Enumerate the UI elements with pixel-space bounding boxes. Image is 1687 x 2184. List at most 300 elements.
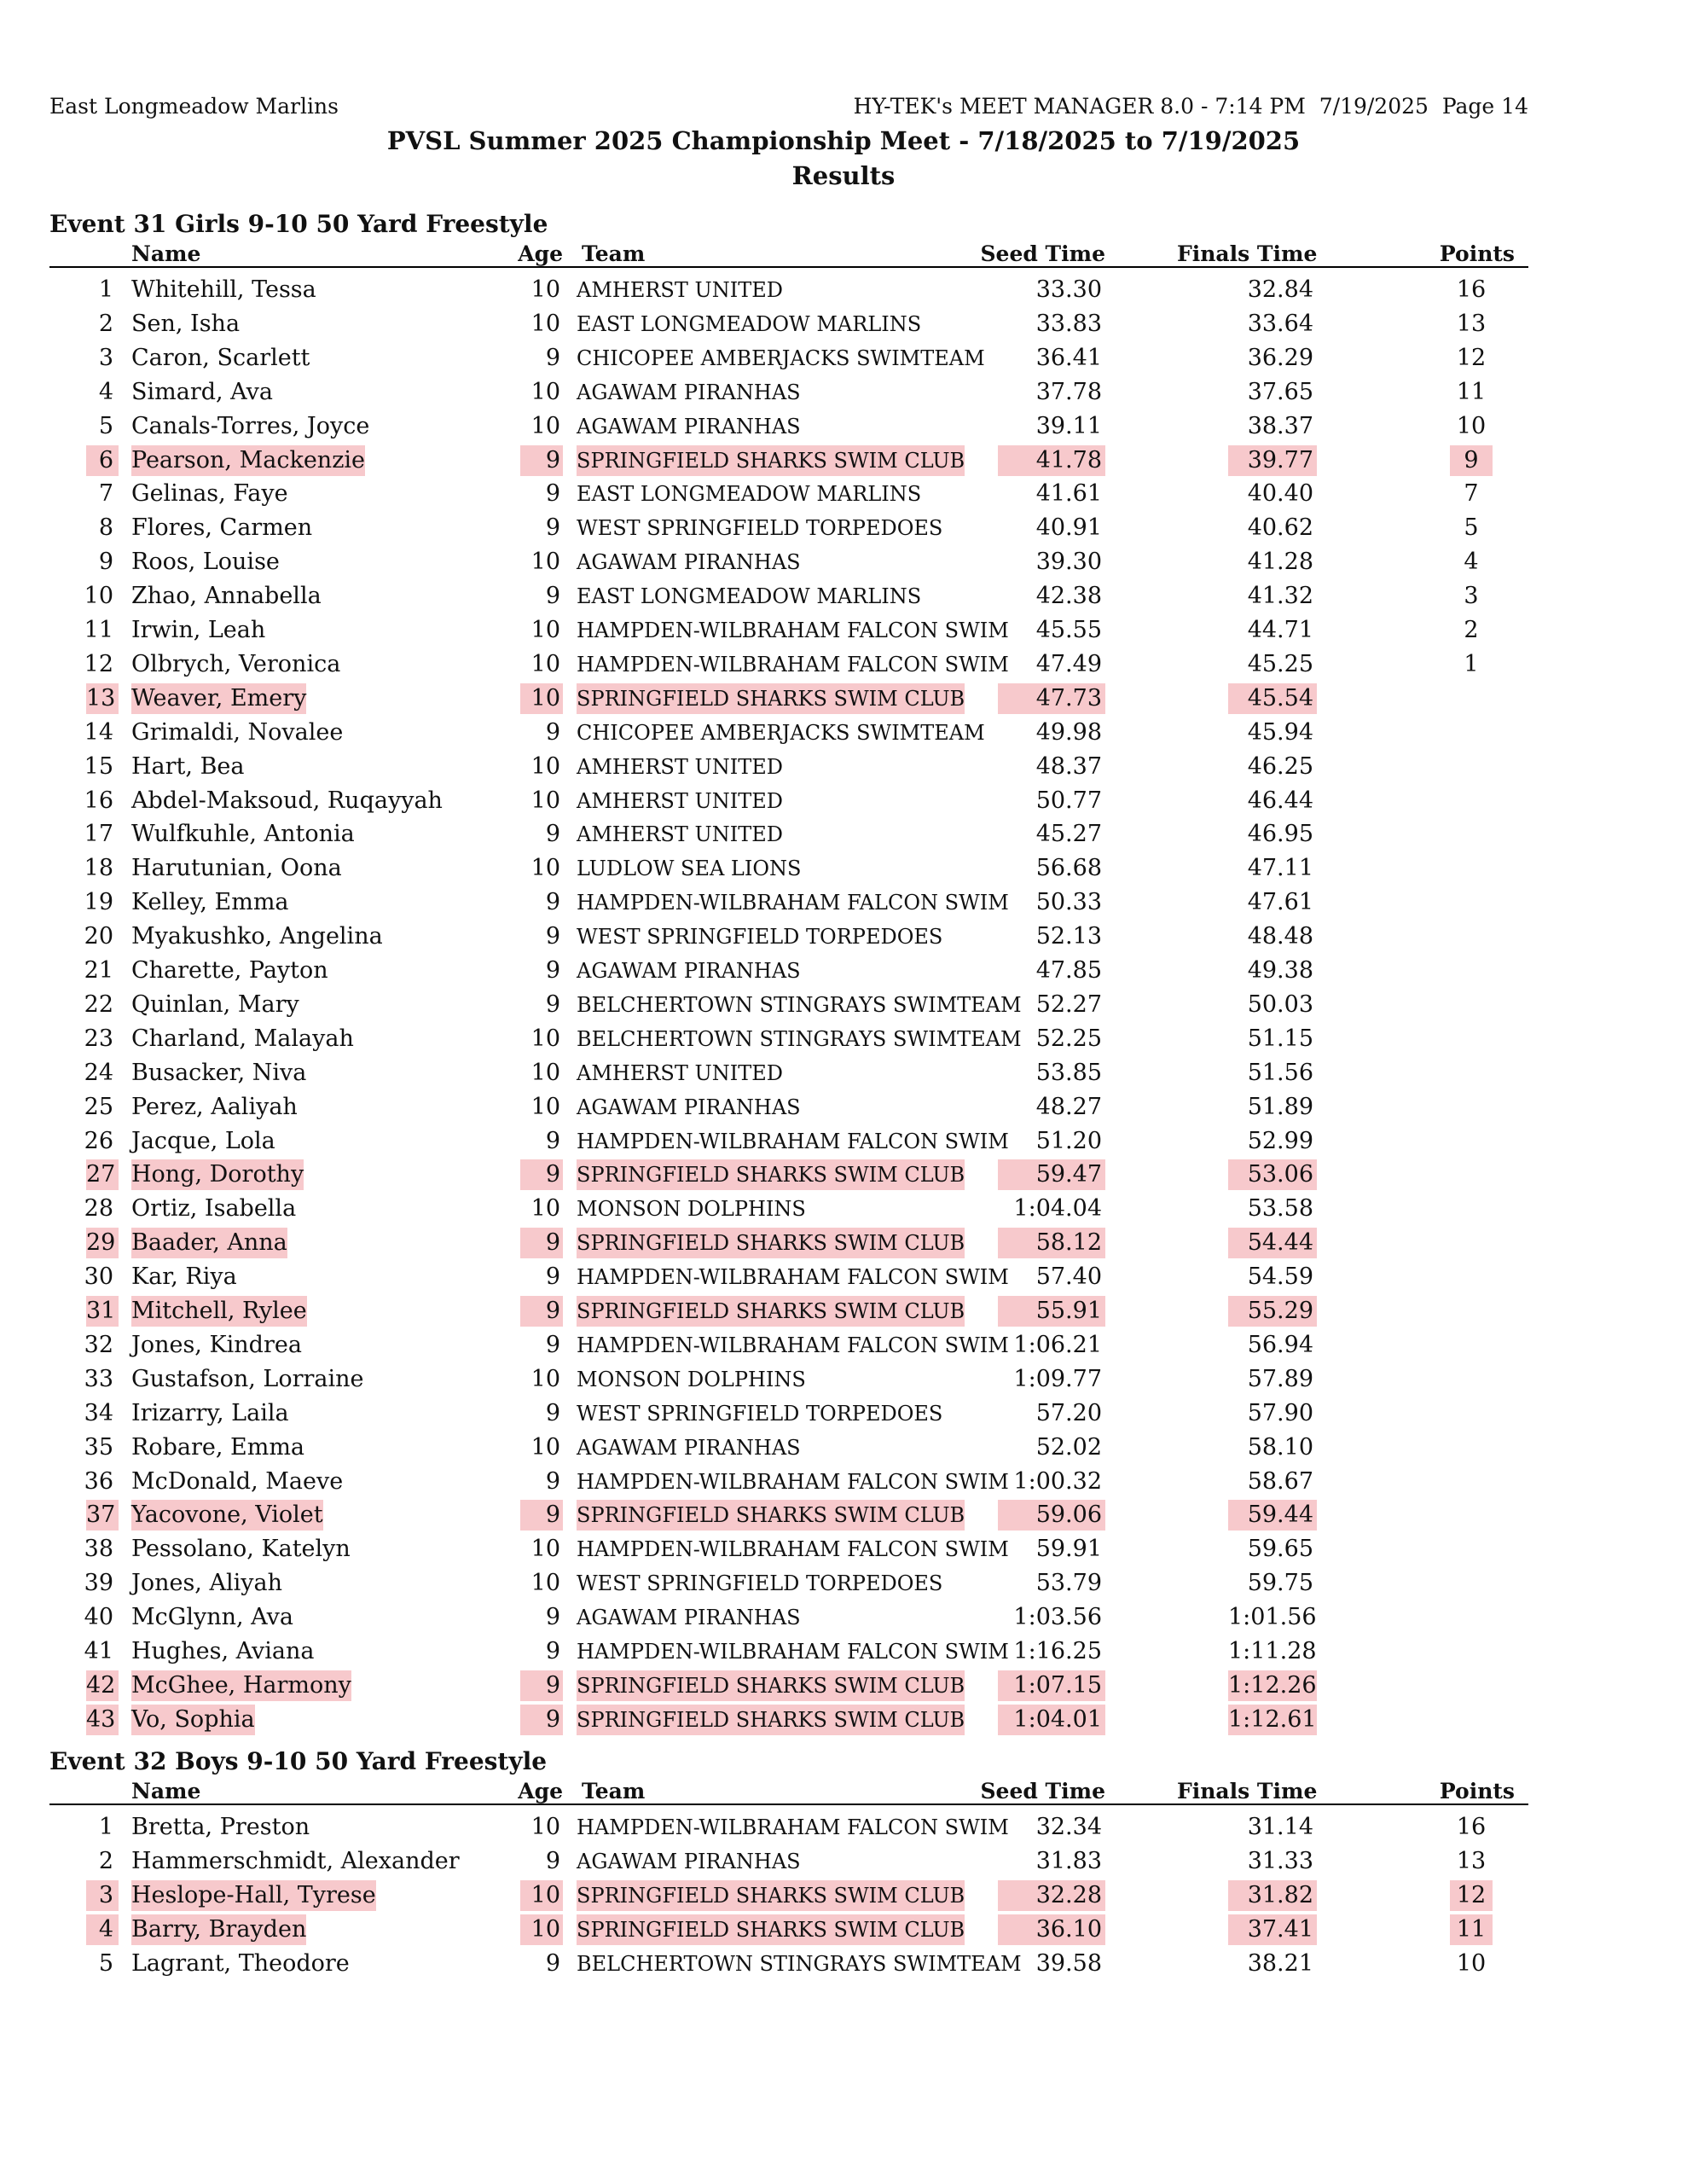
cell-team: AMHERST UNITED	[577, 788, 783, 813]
cell-place: 39	[84, 1570, 113, 1597]
column-header-finals: Finals Time	[1177, 1779, 1318, 1804]
result-row	[0, 1500, 1687, 1532]
cell-points: 13	[1456, 310, 1487, 337]
result-row	[0, 377, 1687, 410]
cell-team: EAST LONGMEADOW MARLINS	[577, 311, 922, 336]
cell-name: Wulfkuhle, Antonia	[131, 821, 355, 848]
cell-points: 12	[1450, 1880, 1493, 1911]
cell-finals: 38.21	[1247, 1949, 1313, 1977]
cell-place: 30	[84, 1263, 113, 1291]
result-row	[0, 717, 1687, 750]
column-header-age: Age	[518, 241, 563, 266]
cell-name: Jacque, Lola	[131, 1127, 275, 1154]
cell-seed: 1:04.01	[998, 1705, 1105, 1735]
cell-points: 11	[1450, 1914, 1493, 1945]
cell-finals: 41.28	[1247, 549, 1313, 576]
cell-finals: 40.62	[1247, 514, 1313, 542]
column-header-finals: Finals Time	[1177, 241, 1318, 266]
cell-place: 24	[84, 1059, 113, 1086]
cell-team: WEST SPRINGFIELD TORPEDOES	[577, 1401, 943, 1426]
cell-age: 10	[520, 1914, 563, 1945]
result-row	[0, 752, 1687, 784]
cell-age: 9	[545, 1263, 560, 1291]
result-row	[0, 1126, 1687, 1159]
cell-team: AGAWAM PIRANHAS	[577, 959, 801, 983]
result-row	[0, 921, 1687, 954]
cell-place: 28	[84, 1195, 113, 1223]
cell-name: Quinlan, Mary	[131, 990, 299, 1018]
cell-team: AGAWAM PIRANHAS	[577, 1849, 801, 1873]
cell-place: 5	[98, 1949, 113, 1977]
cell-team: BELCHERTOWN STINGRAYS SWIMTEAM	[577, 1026, 1022, 1051]
cell-team: HAMPDEN-WILBRAHAM FALCON SWIM	[577, 1640, 1009, 1664]
cell-place: 16	[84, 787, 113, 814]
cell-age: 9	[520, 445, 563, 476]
cell-place: 23	[84, 1025, 113, 1052]
cell-name: Grimaldi, Novalee	[131, 718, 344, 746]
cell-points: 1	[1464, 650, 1479, 677]
result-row	[0, 581, 1687, 613]
cell-place: 9	[98, 549, 113, 576]
cell-age: 9	[545, 1638, 560, 1664]
cell-finals: 1:01.56	[1228, 1604, 1317, 1631]
cell-team: SPRINGFIELD SHARKS SWIM CLUB	[577, 1500, 965, 1531]
cell-points: 3	[1464, 583, 1479, 610]
result-row	[0, 887, 1687, 920]
result-row	[0, 1058, 1687, 1090]
cell-name: Hammerschmidt, Alexander	[131, 1847, 460, 1874]
cell-seed: 52.13	[1035, 923, 1102, 950]
cell-points: 7	[1464, 480, 1479, 508]
cell-seed: 41.61	[1035, 480, 1102, 508]
cell-name: Hughes, Aviana	[131, 1638, 315, 1664]
cell-finals: 59.65	[1247, 1536, 1313, 1563]
cell-age: 10	[530, 752, 560, 780]
cell-name: McGlynn, Ava	[131, 1604, 293, 1631]
cell-finals: 55.29	[1228, 1296, 1317, 1327]
cell-age: 9	[545, 344, 560, 371]
cell-finals: 46.44	[1247, 787, 1313, 814]
cell-team: AGAWAM PIRANHAS	[577, 1435, 801, 1460]
cell-age: 10	[530, 1814, 560, 1840]
event-title: Event 31 Girls 9-10 50 Yard Freestyle	[49, 210, 548, 238]
cell-points: 10	[1456, 1949, 1487, 1977]
cell-name: Zhao, Annabella	[131, 583, 322, 610]
cell-seed: 47.73	[998, 683, 1105, 714]
cell-points: 5	[1464, 514, 1479, 542]
column-header-team: Team	[582, 241, 646, 266]
cell-age: 9	[520, 1296, 563, 1327]
cell-place: 1	[98, 1814, 113, 1840]
cell-age: 9	[545, 583, 560, 610]
result-row	[0, 1432, 1687, 1465]
cell-name: Canals-Torres, Joyce	[131, 412, 370, 439]
cell-name: Bretta, Preston	[131, 1814, 310, 1840]
cell-finals: 32.84	[1247, 276, 1313, 303]
cell-age: 9	[545, 1399, 560, 1426]
cell-team: HAMPDEN-WILBRAHAM FALCON SWIM	[577, 1815, 1009, 1839]
cell-team: EAST LONGMEADOW MARLINS	[577, 482, 922, 507]
cell-team: HAMPDEN-WILBRAHAM FALCON SWIM	[577, 1129, 1009, 1153]
cell-finals: 58.10	[1247, 1433, 1313, 1461]
cell-team: HAMPDEN-WILBRAHAM FALCON SWIM	[577, 1333, 1009, 1357]
cell-age: 10	[530, 549, 560, 576]
cell-age: 9	[545, 514, 560, 542]
cell-age: 9	[545, 821, 560, 848]
cell-finals: 54.59	[1247, 1263, 1313, 1291]
cell-team: AGAWAM PIRANHAS	[577, 1606, 801, 1630]
cell-age: 9	[520, 1159, 563, 1190]
cell-seed: 40.91	[1035, 514, 1102, 542]
cell-place: 4	[86, 1914, 119, 1945]
cell-place: 11	[84, 617, 113, 643]
cell-age: 9	[545, 957, 560, 984]
cell-name: Lagrant, Theodore	[131, 1949, 350, 1977]
cell-age: 9	[545, 1847, 560, 1874]
cell-finals: 31.33	[1247, 1847, 1313, 1874]
cell-finals: 45.54	[1228, 683, 1317, 714]
cell-place: 37	[86, 1500, 119, 1531]
cell-name: Ortiz, Isabella	[131, 1195, 297, 1223]
cell-team: WEST SPRINGFIELD TORPEDOES	[577, 1571, 943, 1596]
column-header-age: Age	[518, 1779, 563, 1804]
cell-name: Abdel-Maksoud, Ruqayyah	[131, 787, 443, 814]
cell-seed: 32.28	[998, 1880, 1105, 1911]
cell-name: Gustafson, Lorraine	[131, 1365, 364, 1392]
cell-name: Sen, Isha	[131, 310, 241, 337]
cell-team: AMHERST UNITED	[577, 1060, 783, 1085]
cell-seed: 31.83	[1035, 1847, 1102, 1874]
header-rule	[49, 266, 1528, 268]
result-row	[0, 1534, 1687, 1566]
cell-team: AGAWAM PIRANHAS	[577, 550, 801, 575]
cell-name: Jones, Aliyah	[131, 1570, 282, 1597]
cell-name: Kar, Riya	[131, 1263, 237, 1291]
cell-name: Charland, Malayah	[131, 1025, 354, 1052]
cell-team: BELCHERTOWN STINGRAYS SWIMTEAM	[577, 992, 1022, 1017]
cell-place: 27	[86, 1159, 119, 1190]
meet-title: PVSL Summer 2025 Championship Meet - 7/18/2025 to 7/19/2025	[386, 126, 1301, 155]
cell-age: 9	[520, 1228, 563, 1258]
result-row	[0, 683, 1687, 716]
cell-name: Caron, Scarlett	[131, 344, 310, 371]
result-row	[0, 343, 1687, 375]
cell-age: 10	[530, 310, 560, 337]
header-rule	[49, 1804, 1528, 1805]
cell-name: Jones, Kindrea	[131, 1331, 302, 1358]
cell-team: BELCHERTOWN STINGRAYS SWIMTEAM	[577, 1951, 1022, 1976]
cell-seed: 1:03.56	[1013, 1604, 1102, 1631]
header-team-name: East Longmeadow Marlins	[49, 94, 339, 119]
cell-age: 10	[530, 1433, 560, 1461]
cell-seed: 59.06	[998, 1500, 1105, 1531]
cell-points: 4	[1464, 549, 1479, 576]
cell-place: 40	[84, 1604, 113, 1631]
result-row	[0, 786, 1687, 818]
cell-name: Vo, Sophia	[131, 1705, 255, 1735]
cell-age: 10	[530, 412, 560, 439]
cell-place: 17	[84, 821, 113, 848]
cell-age: 10	[530, 276, 560, 303]
cell-seed: 36.41	[1035, 344, 1102, 371]
cell-name: Pearson, Mackenzie	[131, 445, 365, 476]
cell-age: 9	[545, 480, 560, 508]
result-row	[0, 1568, 1687, 1600]
cell-seed: 50.77	[1035, 787, 1102, 814]
cell-team: SPRINGFIELD SHARKS SWIM CLUB	[577, 445, 965, 476]
cell-place: 38	[84, 1536, 113, 1563]
cell-name: Myakushko, Angelina	[131, 923, 383, 950]
event-title: Event 32 Boys 9-10 50 Yard Freestyle	[49, 1747, 548, 1775]
cell-team: HAMPDEN-WILBRAHAM FALCON SWIM	[577, 652, 1009, 677]
cell-seed: 33.30	[1035, 276, 1102, 303]
cell-place: 26	[84, 1127, 113, 1154]
cell-age: 9	[545, 718, 560, 746]
cell-team: CHICOPEE AMBERJACKS SWIMTEAM	[577, 720, 985, 745]
cell-team: WEST SPRINGFIELD TORPEDOES	[577, 925, 943, 950]
cell-finals: 33.64	[1247, 310, 1313, 337]
cell-team: AGAWAM PIRANHAS	[577, 380, 801, 404]
cell-finals: 45.94	[1247, 718, 1313, 746]
cell-place: 3	[98, 344, 113, 371]
cell-place: 6	[86, 445, 119, 476]
cell-team: HAMPDEN-WILBRAHAM FALCON SWIM	[577, 619, 1009, 642]
cell-age: 9	[545, 1467, 560, 1495]
cell-name: Simard, Ava	[131, 378, 273, 405]
cell-name: Yacovone, Violet	[131, 1500, 323, 1531]
cell-seed: 51.20	[1035, 1127, 1102, 1154]
cell-seed: 59.47	[998, 1159, 1105, 1190]
cell-seed: 42.38	[1035, 583, 1102, 610]
cell-finals: 31.14	[1247, 1814, 1313, 1840]
result-row	[0, 1636, 1687, 1669]
cell-place: 19	[84, 889, 113, 916]
result-row	[0, 275, 1687, 307]
cell-finals: 51.56	[1247, 1059, 1313, 1086]
cell-finals: 47.11	[1247, 855, 1313, 882]
cell-place: 42	[86, 1670, 119, 1701]
result-row	[0, 1880, 1687, 1913]
cell-name: Baader, Anna	[131, 1228, 287, 1258]
cell-name: Irizarry, Laila	[131, 1399, 289, 1426]
result-row	[0, 990, 1687, 1022]
cell-place: 43	[86, 1705, 119, 1735]
cell-name: McGhee, Harmony	[131, 1670, 351, 1701]
cell-age: 9	[520, 1500, 563, 1531]
cell-seed: 47.85	[1035, 957, 1102, 984]
cell-team: SPRINGFIELD SHARKS SWIM CLUB	[577, 1159, 965, 1190]
result-row	[0, 1024, 1687, 1056]
cell-points: 2	[1464, 617, 1479, 643]
cell-finals: 38.37	[1247, 412, 1313, 439]
cell-seed: 48.27	[1035, 1093, 1102, 1120]
cell-finals: 39.77	[1228, 445, 1317, 476]
cell-place: 31	[86, 1296, 119, 1327]
cell-age: 10	[530, 650, 560, 677]
cell-seed: 1:04.04	[1013, 1195, 1102, 1223]
cell-age: 10	[530, 787, 560, 814]
cell-finals: 45.25	[1247, 650, 1313, 677]
cell-place: 22	[84, 990, 113, 1018]
column-header-points: Points	[1439, 241, 1515, 266]
cell-seed: 59.91	[1035, 1536, 1102, 1563]
cell-name: Heslope-Hall, Tyrese	[131, 1880, 376, 1911]
cell-place: 1	[98, 276, 113, 303]
cell-seed: 56.68	[1035, 855, 1102, 882]
cell-age: 9	[545, 1331, 560, 1358]
cell-finals: 57.90	[1247, 1399, 1313, 1426]
cell-name: Gelinas, Faye	[131, 480, 288, 508]
cell-place: 10	[84, 583, 113, 610]
cell-team: LUDLOW SEA LIONS	[577, 857, 802, 881]
cell-place: 32	[84, 1331, 113, 1358]
result-row	[0, 479, 1687, 511]
cell-name: Busacker, Niva	[131, 1059, 307, 1086]
cell-seed: 57.20	[1035, 1399, 1102, 1426]
column-header-seed: Seed Time	[980, 241, 1105, 266]
cell-team: SPRINGFIELD SHARKS SWIM CLUB	[577, 1228, 965, 1258]
column-header-name: Name	[131, 1779, 201, 1804]
cell-name: Hart, Bea	[131, 752, 245, 780]
cell-finals: 49.38	[1247, 957, 1313, 984]
cell-age: 10	[530, 1365, 560, 1392]
cell-name: Roos, Louise	[131, 549, 280, 576]
cell-seed: 32.34	[1035, 1814, 1102, 1840]
cell-team: HAMPDEN-WILBRAHAM FALCON SWIM	[577, 1537, 1009, 1562]
cell-age: 10	[530, 1570, 560, 1597]
result-row	[0, 513, 1687, 545]
cell-age: 9	[520, 1705, 563, 1735]
cell-place: 36	[84, 1467, 113, 1495]
cell-finals: 48.48	[1247, 923, 1313, 950]
cell-seed: 58.12	[998, 1228, 1105, 1258]
cell-place: 14	[84, 718, 113, 746]
cell-name: Hong, Dorothy	[131, 1159, 304, 1190]
cell-place: 41	[84, 1638, 113, 1664]
cell-team: SPRINGFIELD SHARKS SWIM CLUB	[577, 683, 965, 714]
cell-seed: 1:16.25	[1013, 1638, 1102, 1664]
cell-finals: 51.15	[1247, 1025, 1313, 1052]
cell-seed: 52.02	[1035, 1433, 1102, 1461]
cell-team: AMHERST UNITED	[577, 822, 783, 847]
cell-place: 21	[84, 957, 113, 984]
cell-seed: 39.30	[1035, 549, 1102, 576]
cell-finals: 37.65	[1247, 378, 1313, 405]
cell-points: 10	[1456, 412, 1487, 439]
cell-place: 7	[98, 480, 113, 508]
cell-seed: 50.33	[1035, 889, 1102, 916]
cell-seed: 45.55	[1035, 617, 1102, 643]
result-row	[0, 853, 1687, 886]
cell-seed: 52.25	[1035, 1025, 1102, 1052]
cell-name: Weaver, Emery	[131, 683, 306, 714]
cell-age: 10	[530, 1536, 560, 1563]
cell-seed: 1:00.32	[1013, 1467, 1102, 1495]
cell-age: 9	[545, 1949, 560, 1977]
header-software-info: HY-TEK's MEET MANAGER 8.0 - 7:14 PM 7/19/2025 Page 14	[853, 94, 1528, 119]
cell-finals: 54.44	[1228, 1228, 1317, 1258]
cell-age: 10	[530, 378, 560, 405]
cell-age: 9	[545, 923, 560, 950]
result-row	[0, 956, 1687, 988]
cell-finals: 51.89	[1247, 1093, 1313, 1120]
cell-points: 16	[1456, 1814, 1487, 1840]
column-header-seed: Seed Time	[980, 1779, 1105, 1804]
cell-place: 18	[84, 855, 113, 882]
result-row	[0, 1092, 1687, 1124]
cell-team: AMHERST UNITED	[577, 278, 783, 302]
cell-team: EAST LONGMEADOW MARLINS	[577, 584, 922, 609]
result-row	[0, 1296, 1687, 1328]
cell-team: AGAWAM PIRANHAS	[577, 414, 801, 439]
cell-seed: 45.27	[1035, 821, 1102, 848]
result-row	[0, 1467, 1687, 1499]
cell-seed: 1:06.21	[1013, 1331, 1102, 1358]
cell-seed: 39.11	[1035, 412, 1102, 439]
cell-finals: 56.94	[1247, 1331, 1313, 1358]
result-row	[0, 1228, 1687, 1260]
cell-finals: 46.25	[1247, 752, 1313, 780]
result-row	[0, 1194, 1687, 1226]
cell-team: SPRINGFIELD SHARKS SWIM CLUB	[577, 1914, 965, 1945]
cell-age: 10	[530, 1093, 560, 1120]
cell-seed: 47.49	[1035, 650, 1102, 677]
cell-finals: 59.75	[1247, 1570, 1313, 1597]
result-row	[0, 445, 1687, 478]
result-row	[0, 1159, 1687, 1192]
cell-team: AGAWAM PIRANHAS	[577, 1095, 801, 1119]
cell-team: AMHERST UNITED	[577, 754, 783, 779]
result-row	[0, 1398, 1687, 1431]
cell-seed: 41.78	[998, 445, 1105, 476]
cell-name: McDonald, Maeve	[131, 1467, 344, 1495]
cell-seed: 52.27	[1035, 990, 1102, 1018]
result-row	[0, 1812, 1687, 1844]
cell-place: 3	[86, 1880, 119, 1911]
cell-finals: 57.89	[1247, 1365, 1313, 1392]
cell-team: MONSON DOLPHINS	[577, 1367, 806, 1391]
cell-name: Charette, Payton	[131, 957, 328, 984]
result-row	[0, 411, 1687, 444]
cell-points: 11	[1456, 378, 1487, 405]
cell-finals: 46.95	[1247, 821, 1313, 848]
cell-points: 16	[1456, 276, 1487, 303]
cell-team: SPRINGFIELD SHARKS SWIM CLUB	[577, 1296, 965, 1327]
result-row	[0, 1705, 1687, 1737]
cell-finals: 47.61	[1247, 889, 1313, 916]
cell-place: 5	[98, 412, 113, 439]
cell-place: 15	[84, 752, 113, 780]
cell-place: 34	[84, 1399, 113, 1426]
cell-name: Whitehill, Tessa	[131, 276, 316, 303]
cell-name: Barry, Brayden	[131, 1914, 306, 1945]
cell-seed: 53.79	[1035, 1570, 1102, 1597]
cell-name: Mitchell, Rylee	[131, 1296, 307, 1327]
cell-finals: 40.40	[1247, 480, 1313, 508]
result-row	[0, 1949, 1687, 1981]
result-row	[0, 1330, 1687, 1362]
cell-name: Harutunian, Oona	[131, 855, 342, 882]
cell-finals: 1:11.28	[1228, 1638, 1317, 1664]
cell-finals: 53.06	[1228, 1159, 1317, 1190]
cell-finals: 59.44	[1228, 1500, 1317, 1531]
cell-team: SPRINGFIELD SHARKS SWIM CLUB	[577, 1670, 965, 1701]
cell-place: 2	[98, 1847, 113, 1874]
cell-finals: 50.03	[1247, 990, 1313, 1018]
result-row	[0, 649, 1687, 682]
result-row	[0, 819, 1687, 851]
cell-name: Kelley, Emma	[131, 889, 289, 916]
